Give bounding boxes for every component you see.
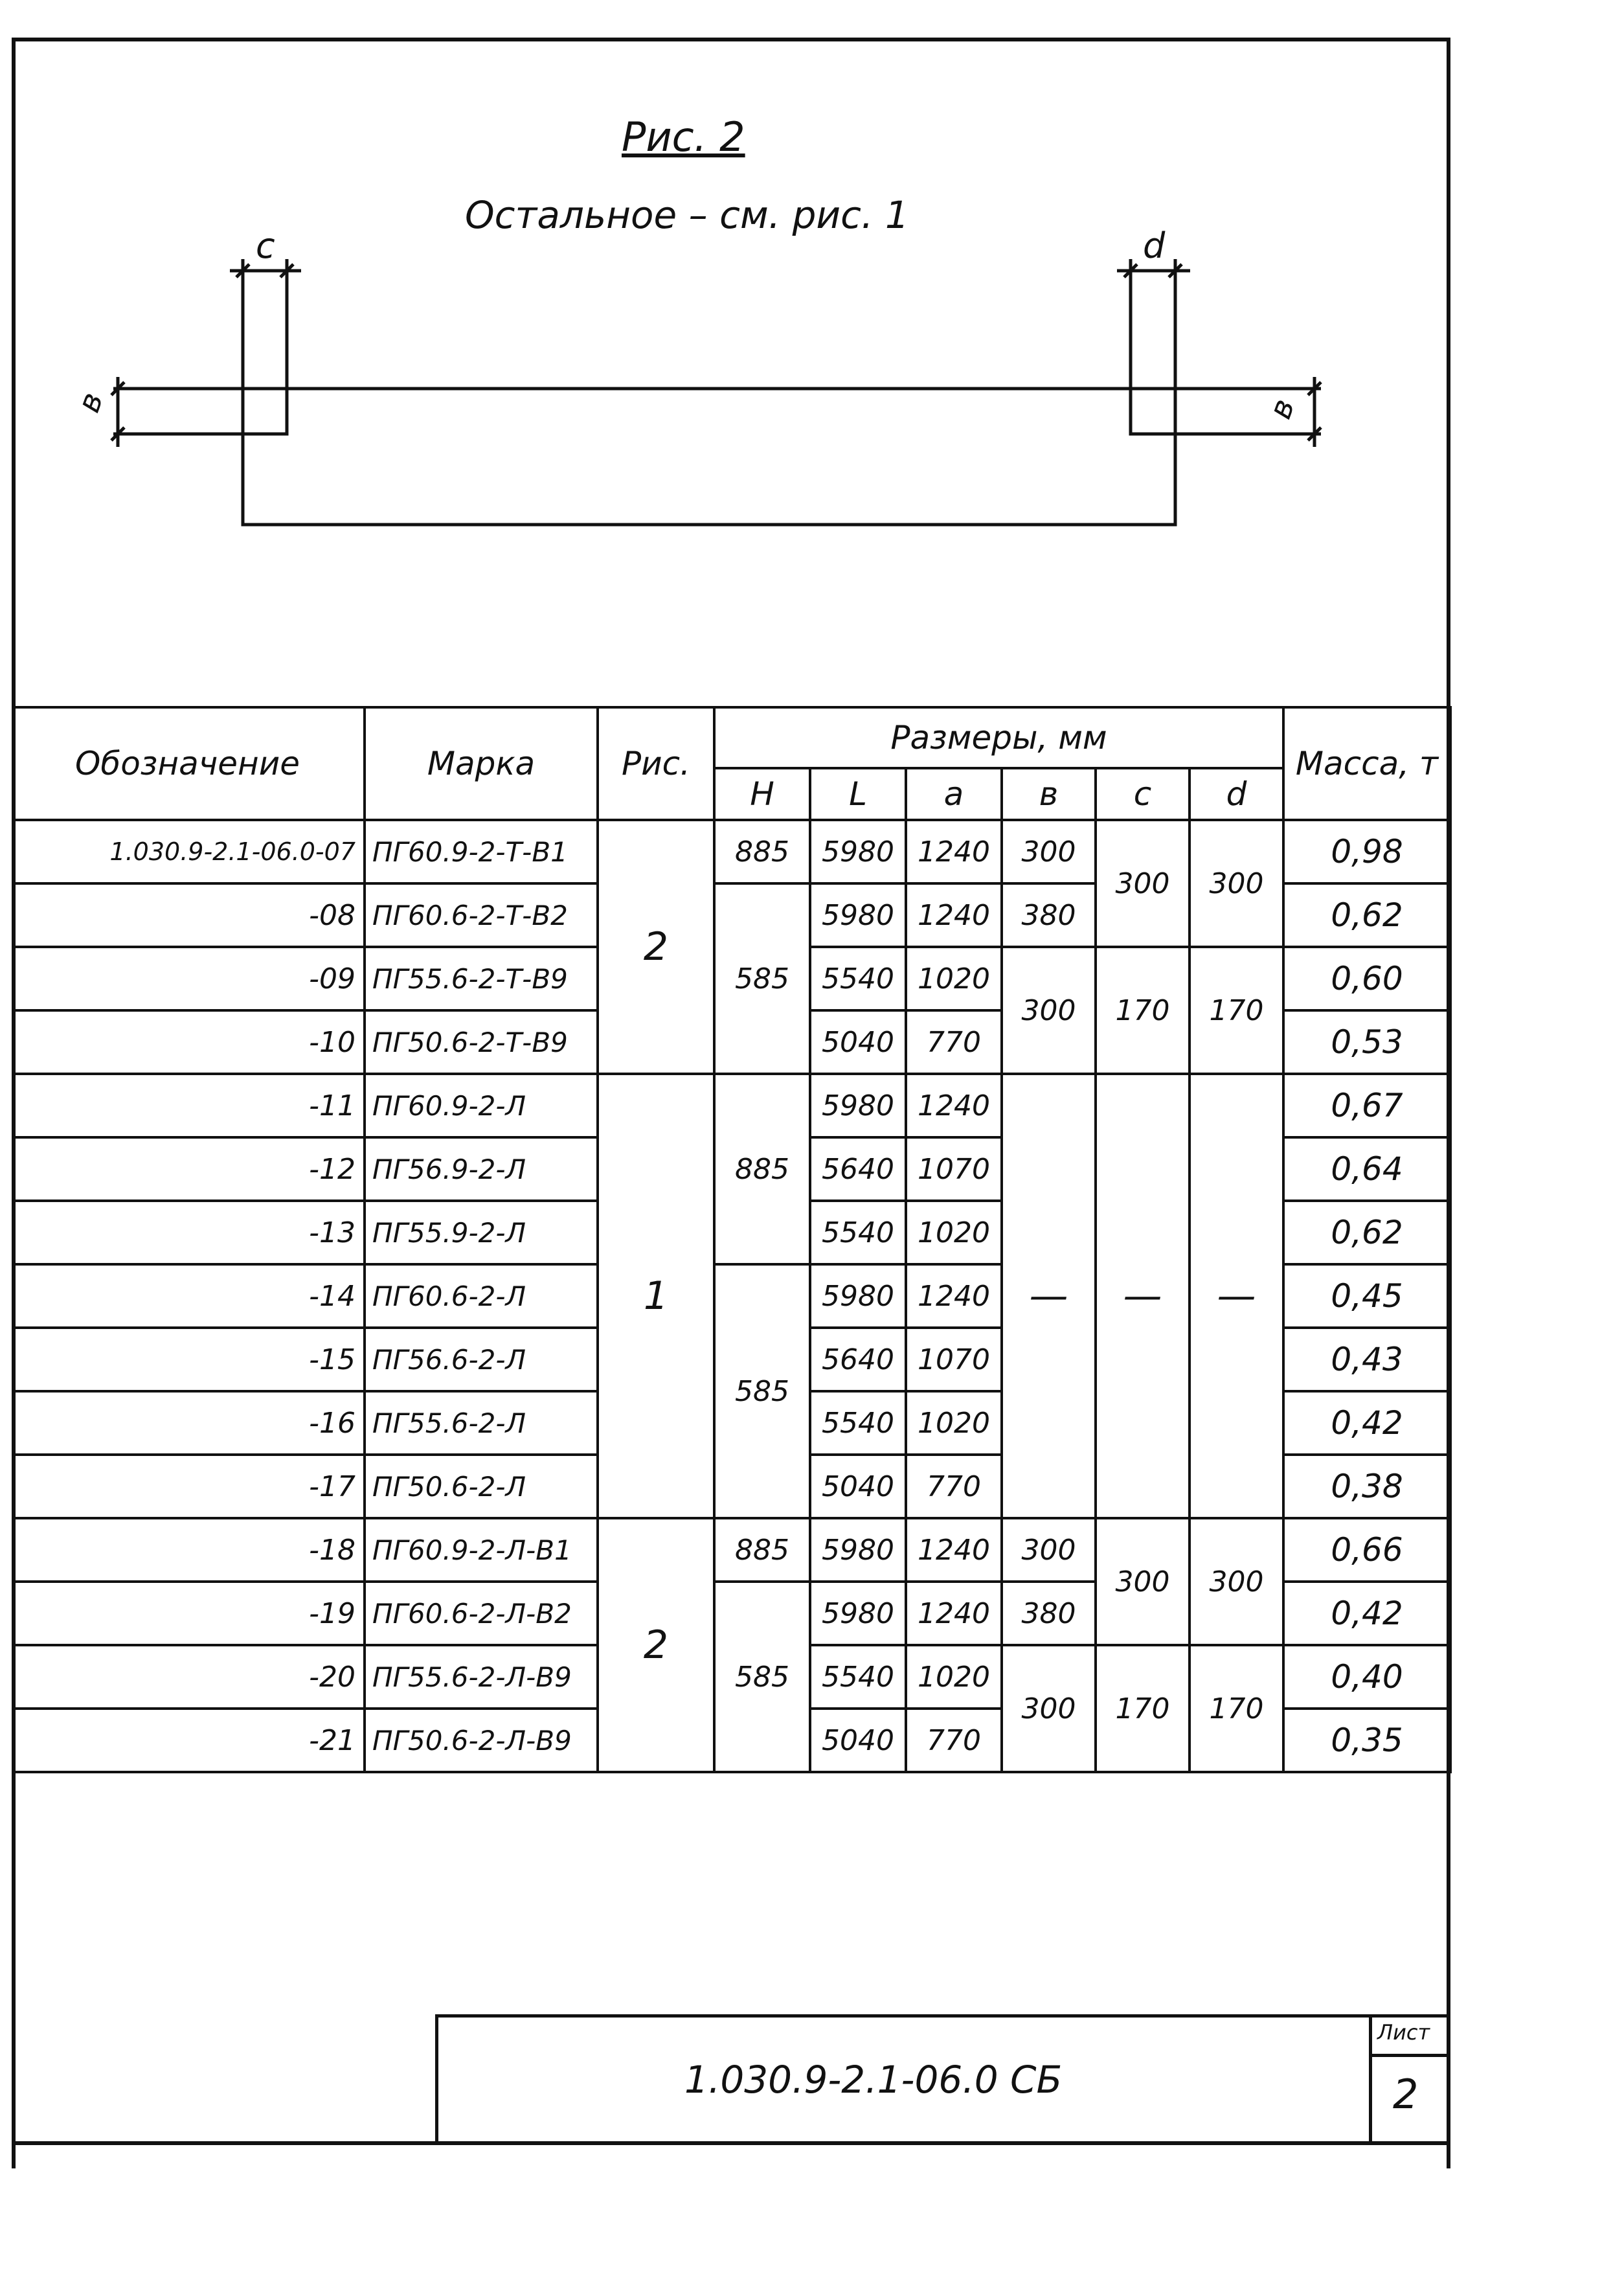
cell-b: 300 — [1002, 947, 1096, 1074]
cell-a: 1020 — [906, 947, 1002, 1010]
cell-L: 5980 — [810, 820, 906, 883]
cell-a: 1240 — [906, 1264, 1002, 1328]
cell-mark: ПГ50.6-2-Л — [365, 1455, 598, 1518]
cell-b: 300 — [1002, 820, 1096, 883]
dim-b-left-label: в — [70, 387, 111, 418]
cell-fig: 2 — [598, 820, 714, 1074]
cell-mass: 0,35 — [1283, 1709, 1450, 1772]
sheet-label: Лист — [1377, 2020, 1430, 2045]
cell-mass: 0,38 — [1283, 1455, 1450, 1518]
beam-drawing — [0, 0, 1624, 712]
cell-designation: -10 — [12, 1010, 365, 1074]
header-b: в — [1002, 768, 1096, 820]
cell-fig: 2 — [598, 1518, 714, 1772]
cell-mark: ПГ60.6-2-Т-В2 — [365, 883, 598, 947]
cell-mass: 0,60 — [1283, 947, 1450, 1010]
cell-mark: ПГ60.9-2-Л-В1 — [365, 1518, 598, 1582]
cell-mark: ПГ60.9-2-Т-В1 — [365, 820, 598, 883]
cell-designation: -20 — [12, 1645, 365, 1709]
cell-L: 5040 — [810, 1709, 906, 1772]
cell-L: 5640 — [810, 1137, 906, 1201]
header-a: a — [906, 768, 1002, 820]
cell-d: 170 — [1190, 1645, 1283, 1772]
table-row — [12, 1074, 1450, 1137]
cell-mass: 0,67 — [1283, 1074, 1450, 1137]
header-designation: Обозначение — [12, 707, 365, 820]
header-mark: Марка — [365, 707, 598, 820]
cell-designation: -13 — [12, 1201, 365, 1264]
dim-c-label: c — [256, 225, 275, 266]
cell-designation: -12 — [12, 1137, 365, 1201]
cell-designation: -08 — [12, 883, 365, 947]
dim-b-right-label: в — [1261, 394, 1302, 424]
cell-mark: ПГ55.6-2-Л-В9 — [365, 1645, 598, 1709]
cell-L: 5980 — [810, 883, 906, 947]
cell-designation: -17 — [12, 1455, 365, 1518]
cell-a: 1020 — [906, 1201, 1002, 1264]
cell-mass: 0,45 — [1283, 1264, 1450, 1328]
cell-designation: -21 — [12, 1709, 365, 1772]
cell-L: 5540 — [810, 1391, 906, 1455]
cell-mass: 0,42 — [1283, 1391, 1450, 1455]
header-H: H — [714, 768, 810, 820]
cell-a: 1020 — [906, 1645, 1002, 1709]
cell-mark: ПГ60.6-2-Л-В2 — [365, 1582, 598, 1645]
cell-a: 1240 — [906, 1582, 1002, 1645]
title-block — [435, 2014, 1450, 2145]
cell-L: 5980 — [810, 1264, 906, 1328]
cell-L: 5040 — [810, 1455, 906, 1518]
cell-mark: ПГ60.9-2-Л — [365, 1074, 598, 1137]
cell-b: 300 — [1002, 1518, 1096, 1582]
table-row — [12, 820, 1450, 883]
header-d: d — [1190, 768, 1283, 820]
cell-mark: ПГ56.9-2-Л — [365, 1137, 598, 1201]
cell-c: 170 — [1096, 1645, 1190, 1772]
cell-c: 170 — [1096, 947, 1190, 1074]
cell-d: 300 — [1190, 820, 1283, 947]
dim-d-label: d — [1143, 225, 1166, 266]
cell-designation: -15 — [12, 1328, 365, 1391]
cell-mark: ПГ55.9-2-Л — [365, 1201, 598, 1264]
sheet-number: 2 — [1393, 2071, 1419, 2118]
cell-b: 380 — [1002, 883, 1096, 947]
cell-designation: -09 — [12, 947, 365, 1010]
cell-d: — — [1190, 1074, 1283, 1518]
cell-c: 300 — [1096, 1518, 1190, 1645]
beam-outline — [243, 272, 1175, 525]
table-row — [12, 1518, 1450, 1582]
cell-designation: -11 — [12, 1074, 365, 1137]
cell-mark: ПГ60.6-2-Л — [365, 1264, 598, 1328]
cell-L: 5540 — [810, 1645, 906, 1709]
cell-designation: -16 — [12, 1391, 365, 1455]
cell-designation: -14 — [12, 1264, 365, 1328]
cell-H: 585 — [714, 1582, 810, 1772]
cell-c: 300 — [1096, 820, 1190, 947]
cell-mass: 0,98 — [1283, 820, 1450, 883]
cell-mass: 0,53 — [1283, 1010, 1450, 1074]
cell-mark: ПГ55.6-2-Т-В9 — [365, 947, 598, 1010]
header-mass: Масса, т — [1283, 707, 1450, 820]
cell-mass: 0,62 — [1283, 883, 1450, 947]
cell-a: 1240 — [906, 1074, 1002, 1137]
header-fig: Рис. — [598, 707, 714, 820]
cell-d: 170 — [1190, 947, 1283, 1074]
cell-H: 885 — [714, 1518, 810, 1582]
spec-table — [12, 706, 1452, 1773]
cell-mark: ПГ50.6-2-Л-В9 — [365, 1709, 598, 1772]
cell-d: 300 — [1190, 1518, 1283, 1645]
cell-designation: -18 — [12, 1518, 365, 1582]
cell-H: 585 — [714, 1264, 810, 1518]
cell-a: 770 — [906, 1709, 1002, 1772]
cell-designation: -19 — [12, 1582, 365, 1645]
cell-a: 770 — [906, 1010, 1002, 1074]
cell-fig: 1 — [598, 1074, 714, 1518]
header-dimensions: Размеры, мм — [714, 707, 1283, 768]
cell-L: 5540 — [810, 1201, 906, 1264]
cell-L: 5640 — [810, 1328, 906, 1391]
figure-subtitle: Остальное – см. рис. 1 — [465, 193, 909, 237]
header-L: L — [810, 768, 906, 820]
cell-mark: ПГ50.6-2-Т-В9 — [365, 1010, 598, 1074]
cell-mass: 0,64 — [1283, 1137, 1450, 1201]
cell-L: 5040 — [810, 1010, 906, 1074]
cell-a: 1070 — [906, 1137, 1002, 1201]
cell-mass: 0,62 — [1283, 1201, 1450, 1264]
cell-b: — — [1002, 1074, 1096, 1518]
figure-title: Рис. 2 — [622, 113, 745, 161]
cell-L: 5980 — [810, 1582, 906, 1645]
cell-a: 1240 — [906, 883, 1002, 947]
sheet-cell — [1369, 2018, 1450, 2145]
cell-a: 770 — [906, 1455, 1002, 1518]
cell-mass: 0,66 — [1283, 1518, 1450, 1582]
cell-a: 1020 — [906, 1391, 1002, 1455]
cell-b: 380 — [1002, 1582, 1096, 1645]
cell-L: 5980 — [810, 1518, 906, 1582]
sheet-divider — [1372, 2054, 1450, 2057]
cell-mark: ПГ55.6-2-Л — [365, 1391, 598, 1455]
cell-L: 5540 — [810, 947, 906, 1010]
cell-H: 885 — [714, 820, 810, 883]
cell-H: 885 — [714, 1074, 810, 1264]
cell-designation: 1.030.9-2.1-06.0-07 — [12, 820, 365, 883]
cell-a: 1070 — [906, 1328, 1002, 1391]
cell-mark: ПГ56.6-2-Л — [365, 1328, 598, 1391]
cell-H: 585 — [714, 883, 810, 1074]
cell-L: 5980 — [810, 1074, 906, 1137]
cell-b: 300 — [1002, 1645, 1096, 1772]
cell-c: — — [1096, 1074, 1190, 1518]
header-c: c — [1096, 768, 1190, 820]
cell-mass: 0,43 — [1283, 1328, 1450, 1391]
cell-a: 1240 — [906, 820, 1002, 883]
cell-mass: 0,40 — [1283, 1645, 1450, 1709]
cell-mass: 0,42 — [1283, 1582, 1450, 1645]
cell-a: 1240 — [906, 1518, 1002, 1582]
document-code: 1.030.9-2.1-06.0 СБ — [684, 2058, 1063, 2102]
